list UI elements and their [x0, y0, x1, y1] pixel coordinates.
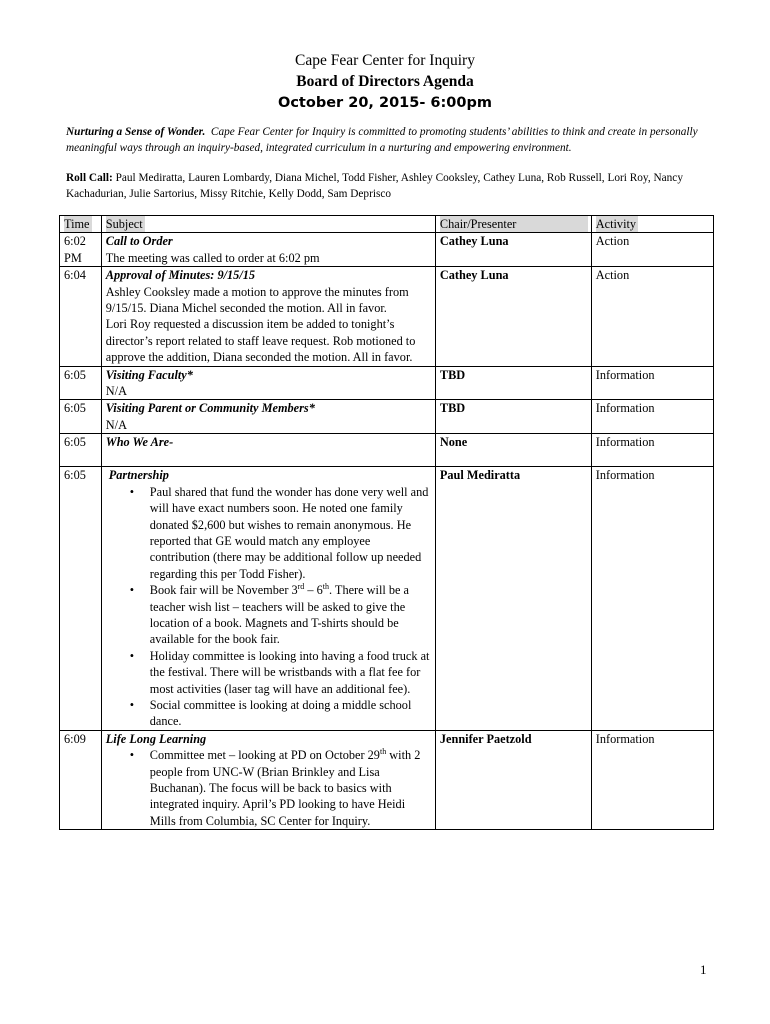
- row-subject: Visiting Faculty*: [105, 367, 193, 382]
- row-chair: Paul Mediratta: [435, 467, 591, 731]
- row-detail: The meeting was called to order at 6:02 pm: [105, 250, 320, 265]
- row-chair: TBD: [435, 366, 591, 400]
- bullet-text: with 2 people from UNC-W (Brian Brinkley and Lisa Buchanan). The focus will be back to basics with integrated inquiry. April’s PD looking to have Heidi Mills from Columbia, SC Center for Inquiry.: [149, 748, 421, 828]
- row-detail: N/A: [105, 384, 127, 399]
- bullet-list: [106, 747, 432, 829]
- table-row: [60, 233, 714, 267]
- table-header-row: [60, 216, 714, 233]
- row-activity: Information: [591, 730, 713, 829]
- header-chair: [435, 216, 591, 233]
- header-subject-label: Subject: [105, 217, 143, 231]
- mission-lead: Nurturing a Sense of Wonder.: [66, 126, 206, 138]
- row-subject-cell: [101, 366, 435, 400]
- row-subject: Partnership: [108, 468, 169, 483]
- row-time: 6:09: [60, 730, 102, 829]
- superscript: rd: [297, 582, 305, 592]
- list-item: • Holiday committee is looking into having a food truck at the festival. There will be wristbands with a flat fee for most activities (laser tag will have an additional fee).: [150, 648, 432, 697]
- superscript: th: [379, 747, 387, 757]
- mission-text: Cape Fear Center for Inquiry is committed to promoting students’ abilities to think and create in personally meaningful ways through an inquiry-based, integrated curriculum in a nurturing and empowering environment.: [66, 126, 698, 154]
- table-row: [60, 467, 714, 731]
- table-row: [60, 366, 714, 400]
- table-row: [60, 267, 714, 366]
- row-activity: Information: [591, 366, 713, 400]
- mission-statement: [66, 124, 716, 156]
- header-subject: [101, 216, 435, 233]
- row-chair: TBD: [435, 400, 591, 434]
- header-time-label: Time: [64, 217, 90, 231]
- row-time: 6:02 PM: [60, 233, 102, 267]
- row-activity: Action: [591, 267, 713, 366]
- header-time: [60, 216, 102, 233]
- row-subject: Call to Order: [105, 234, 173, 249]
- table-row: [60, 434, 714, 467]
- bullet-text: Committee met – looking at PD on October 29: [149, 748, 380, 763]
- bullet-text: . There will be a teacher wish list – teachers will be asked to give the location of a book. Magnets and T-shirts should be available for the book fair.: [149, 583, 410, 647]
- list-item: [150, 747, 432, 829]
- row-chair: Cathey Luna: [435, 267, 591, 366]
- row-chair: Cathey Luna: [435, 233, 591, 267]
- meeting-date: October 20, 2015- 6:00pm: [278, 95, 492, 111]
- roll-call-label: Roll Call:: [66, 172, 113, 184]
- row-activity: Information: [591, 467, 713, 731]
- row-subject: Visiting Parent or Community Members*: [105, 401, 315, 416]
- superscript: th: [322, 582, 329, 592]
- row-chair: Jennifer Paetzold: [435, 730, 591, 829]
- bullet-text: – 6: [304, 583, 323, 598]
- row-detail: N/A: [105, 417, 127, 432]
- row-detail: Ashley Cooksley made a motion to approve the minutes from 9/15/15. Diana Michel seconded the motion. All in favor.: [105, 284, 409, 316]
- row-subject-cell: [101, 467, 435, 731]
- roll-call-names: Paul Mediratta, Lauren Lombardy, Diana Michel, Todd Fisher, Ashley Cooksley, Cathey Luna, Rob Russell, Lori Roy, Nancy Kachadurian, Julie Sartorius, Missy Ritchie, Kelly Dodd, Sam Deprisco: [66, 172, 683, 200]
- row-subject: Life Long Learning: [105, 731, 207, 746]
- bullet-list: [106, 484, 432, 730]
- org-name: Cape Fear Center for Inquiry: [295, 52, 475, 69]
- row-subject-cell: [101, 730, 435, 829]
- roll-call: [66, 170, 716, 202]
- agenda-table: [59, 215, 714, 830]
- table-row: [60, 730, 714, 829]
- row-subject-cell: [101, 434, 435, 467]
- row-activity: Action: [591, 233, 713, 267]
- list-item: • Paul shared that fund the wonder has done very well and will have exact numbers soon. He noted one family donated $2,600 but wishes to remain anonymous. He reported that GE would match any employee contribution (there may be additional follow up needed regarding this per Todd Fisher).: [150, 484, 432, 582]
- row-subject: Approval of Minutes: 9/15/15: [105, 268, 256, 283]
- row-time: 6:05: [60, 467, 102, 731]
- header-activity-label: Activity: [595, 217, 637, 231]
- table-row: [60, 400, 714, 434]
- row-activity: Information: [591, 434, 713, 467]
- bullet-text: Book fair will be November 3: [149, 583, 298, 598]
- row-time: 6:05: [60, 400, 102, 434]
- row-time: 6:05: [60, 434, 102, 467]
- row-time: 6:04: [60, 267, 102, 366]
- page-number: 1: [700, 962, 707, 977]
- row-chair: None: [435, 434, 591, 467]
- row-subject-cell: [101, 400, 435, 434]
- agenda-title: Board of Directors Agenda: [296, 73, 474, 90]
- row-subject-cell: [101, 267, 435, 366]
- header-chair-label: Chair/Presenter: [440, 216, 588, 232]
- list-item: [150, 582, 432, 648]
- row-time: 6:05: [60, 366, 102, 400]
- row-subject-cell: [101, 233, 435, 267]
- row-detail: Lori Roy requested a discussion item be added to tonight’s director’s report related to staff leave request. Rob motioned to approve the addition, Diana seconded the motion. All in favor.: [105, 317, 416, 365]
- header-activity: [591, 216, 713, 233]
- list-item: • Social committee is looking at doing a middle school dance.: [150, 697, 432, 730]
- document-header: [0, 50, 770, 114]
- row-subject: Who We Are-: [105, 435, 174, 450]
- row-activity: Information: [591, 400, 713, 434]
